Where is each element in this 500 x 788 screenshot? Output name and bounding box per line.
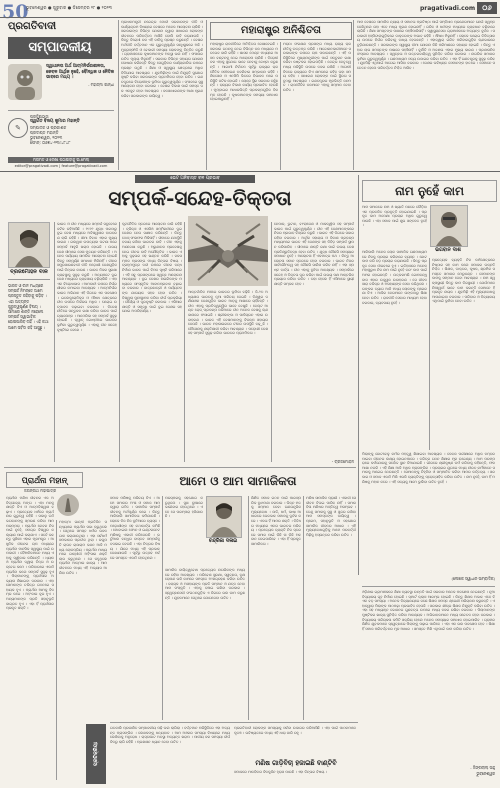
- letters-place: ଭୁବନେଶ୍ୱର: [476, 771, 495, 776]
- society-column-5: ମଣିଷ ସାମାଜିକ ପ୍ରାଣୀ । ଏକାକୀ ସେ ଜୀବନ ବିତାଇ ପାରିବ ନାହିଁ । ସମାଜ ବିନା ମଣିଷର ଅସ୍ତିତ୍ୱ ଅସମ୍ଭବ । ତେଣୁ ସମାଜକୁ ସୁସ୍ଥ ଓ ସୁନ୍ଦର ରଖିବା ଆମ ସମସ୍ତଙ୍କ ଦାୟିତ୍ୱ । ପ୍ରେମ, ସହାନୁଭୂତି ଓ ସହଯୋଗ ସାମାଜିକ ଜୀବନର ଆଧାର । ଏହି ମୂଲ୍ୟବୋଧଗୁଡ଼ିକୁ ଆମେ ପରବର୍ତ୍ତୀ ପିଢ଼ିକୁ ହସ୍ତାନ୍ତର କରିବା ଉଚିତ ।: [306, 496, 356, 537]
- society-column-2: ପରସ୍ପରକୁ ସହଯୋଗ କରୁଥିଲେ । ସୁଖ ଦୁଃଖରେ ଭାଗୀଦାର ହେଉଥିଲେ । ଏବେ ସେ ପରମ୍ପରା ହଜିଯାଉଛି ।: [165, 496, 203, 519]
- main-article-column-3: ଆନ୍ତର୍ଜାତିକ ମଞ୍ଚରେ ଭାରତର ଭୂମିକା ବଢ଼ିଛି । ଜି-୨୦ ଅଧ୍ୟକ୍ଷତା ଭାରତକୁ ନୂଆ ପରିଚୟ ଦେଇଛି । ବିଶ୍ୱର ଦକ୍ଷିଣାଞ୍ଚଳ ଦେଶଗୁଡ଼ିକ ଭାରତ ଆଡ଼କୁ ଆଶାରେ ଚାହିଁଛନ୍ତି । ଚୀନ ଏହାକୁ ପ୍ରତିଦ୍ୱନ୍ଦ୍ୱିତା ଭାବେ ଦେଖୁଛି । ବେଲ୍ଟ ଆଣ୍ଡ ରୋଡ୍ ପ୍ରକଳ୍ପ ଜରିଆରେ ଚୀନ ଅନେକ ଦେଶକୁ ଋଣଜାଲରେ ଫସାଇଛି । ଶ୍ରୀଲଙ୍କା ଓ ପାକିସ୍ତାନ ଏହାର ଉଦାହରଣ । ଭାରତ ଏହି ଦେଶମାନଙ୍କୁ ବିକଳ୍ପ ସହାୟତା ଦେଉଛି । ଭାରତ ମହାସାଗରରେ ଚୀନର ଉପସ୍ଥିତି ବଢ଼ୁଛି । ନୌସେନାକୁ ଶକ୍ତିଶାଳୀ କରିବା ଆବଶ୍ୟକ । ପଡ଼ୋଶୀ ଦେଶ ସହ ସମ୍ପର୍କ ସୁଦୃଢ଼ କରିବା ଭାରତର ପ୍ରାଥମିକତା ।: [188, 290, 268, 336]
- quote-text: ସ୍ୱାଧୀନତା ଅର୍ଥ ଆତ୍ମନିର୍ଭରଶୀଳତା, କେବଳ ଆର୍ଥିକ ନୁହେଁ, ବୌଦ୍ଧିକ ଓ ନୈତିକ ଭାବରେ ମଧ୍ୟ ।: [46, 64, 114, 81]
- founder-quote: [46, 64, 114, 108]
- reaction-label-text: ପ୍ରତିକ୍ରିୟା: [93, 742, 99, 766]
- reaction-column-1: ଗତକାଲି ପ୍ରକାଶିତ ସମ୍ପାଦକୀୟ ପଢ଼ି ଭଲ ଲାଗିଲା । ବର୍ତ୍ତମାନ ପରିସ୍ଥିତିରେ ଏହା ଅତ୍ୟନ୍ତ ପ୍ରାସଙ୍ଗିକ । ଲେଖକଙ୍କୁ ଧନ୍ୟବାଦ । ଆମ ଅଞ୍ଚଳର ସମସ୍ୟା ବିଷୟରେ ମଧ୍ୟ ଲେଖିବାକୁ ଅନୁରୋଧ । ରାସ୍ତାଘାଟ ଅବସ୍ଥା ଅତ୍ୟନ୍ତ ଖରାପ । ପାନୀୟ ଜଳ ସମସ୍ୟା ଦୀର୍ଘଦିନରୁ ଲାଗି ରହିଛି । ପ୍ରଶାସନ ଧ୍ୟାନ ଦେବା ଉଚିତ ।: [110, 726, 230, 744]
- reaction-headline: ମଣିଷ ଗାଡ଼ିବିଚା ହଜାଇଛି ବାଣ୍ଟିବି: [255, 759, 337, 767]
- side-article-title: ନାମ ନୁହେଁ କାମ: [395, 184, 464, 198]
- main-article-column-2: କୂଟନୈତିକ ସ୍ତରରେ ଆଲୋଚନା ଜାରି ରହିଛି । ବ୍ରିକ୍ସ ଓ ଏସସିଓ ସମ୍ମିଳନୀରେ ଦୁଇ ଦେଶର ନେତା ସାକ୍ଷାତ କରିଛନ୍ତି । କିନ୍ତୁ ଠୋସ୍ ଫଳାଫଳ ମିଳିନାହିଁ । ସୀମାରେ ଯଥାସ୍ଥିତି ବଜାୟ ରଖିବା ଭାରତର ଦାବି । ଚୀନ ଏହାକୁ ଅଣଦେଖା କରୁଛି । ଅରୁଣାଚଳ ପ୍ରଦେଶକୁ ନେଇ ଚୀନର ଦାବି ଅଯୌକ୍ତିକ । ଭାରତ ଏହାକୁ ଦୃଢ଼ତାର ସହ ଖଣ୍ଡନ କରିଛି । ଜଳସମ୍ପଦ ପ୍ରସଙ୍ଗ ମଧ୍ୟ ଚିନ୍ତାର ବିଷୟ । ବ୍ରହ୍ମପୁତ୍ର ନଦୀ ଉପରେ ଚୀନର ବନ୍ଧ ନିର୍ମାଣ ଭାରତ ପାଇଁ ବିପଦ ସୃଷ୍ଟି କରିପାରେ । ଏହି ସବୁ ପ୍ରସଙ୍ଗରେ ସ୍ୱଚ୍ଛ ଆଲୋଚନା ଆବଶ୍ୟକ । ଦୁଇ ଦେଶର ନାଗରିକଙ୍କ ମଧ୍ୟରେ ସାଂସ୍କୃତିକ ଆଦାନପ୍ରଦାନ ବଢ଼ାଇବା ଦରକାର । ଛାତ୍ରଛାତ୍ରୀ ଓ ପର୍ଯ୍ୟଟକଙ୍କ ଯାତାୟାତ ସହଜ ହେବା ଉଚିତ । ବିଶ୍ୱାସ ପୁନଃସ୍ଥାପନ କରିବା ଦୀର୍ଘ ପ୍ରକ୍ରିୟା । ଧୈର୍ଯ୍ୟ ଓ ଦୂରଦୃଷ୍ଟି ଦରକାର । ଏସିଆର ଶାନ୍ତି ଓ ସମୃଦ୍ଧି ପାଇଁ ଦୁଇ ଦେଶର ସହଯୋଗ ଅପରିହାର୍ଯ୍ୟ ।: [122, 222, 182, 314]
- prarthana-title-box: [6, 472, 83, 488]
- founder-label: ପ୍ରତିଷ୍ଠାତା: [30, 114, 49, 119]
- reaction-column-3: ସମାଜରେ ମାନବିକତା ଦିନକୁଦିନ ହ୍ରାସ ପାଉଛି । ଏହା ଚିନ୍ତାର ବିଷୟ ।: [234, 770, 328, 774]
- email-line[interactable]: editor@pragativadi.com | feature@pragativadi.com: [14, 164, 108, 168]
- side-article-intro: ଆମ ସମାଜରେ ନାମ ଓ ଖ୍ୟାତି ପଛରେ ଦୌଡ଼ିବା ଏକ ପ୍ରଚଳିତ ପ୍ରବୃତ୍ତି ହୋଇଯାଇଛି । ପ୍ରକୃତ କାମ ଅପେକ୍ଷା ପ୍ରଚାର ଅଧିକ ଗୁରୁତ୍ୱ ପାଉଛି । ଏହା ସମାଜ ପାଇଁ ଶୁଭ ସଙ୍କେତ ନୁହେଁ ।: [362, 205, 427, 228]
- website[interactable]: pragativadi.com: [420, 5, 476, 12]
- society-title: ଆମେ ଓ ଆମ ସାମାଜିକତା: [179, 474, 297, 488]
- editor-line-4: ଫୋନ୍: ୦୬୭୪-୨୩୯୪୮୪୮: [30, 140, 71, 145]
- society-column-4: ଶିକ୍ଷିତ ସମାଜ ଗଠନ ପାଇଁ ପାରସ୍ପରିକ ବୁଝାମଣା ଦରକାର । ଭିନ୍ନ ମତକୁ ସମ୍ମାନ ଦେବା ଗଣତାନ୍ତ୍ରିକ ମୂଲ୍ୟବୋଧ । ଜାତି, ଧର୍ମ, ଭାଷା ଆଧାରରେ ଭେଦଭାବ ସମାଜକୁ ଦୁର୍ବଳ କରେ । ଏକତା ହିଁ ଆମର ଶକ୍ତି । ବିବିଧତା ମଧ୍ୟରେ ଏକତା ଭାରତର ପରିଚୟ । ପ୍ରତ୍ୟେକ ବ୍ୟକ୍ତି ନିଜ ସ୍ତରରେ ସମାଜ ପାଇଁ କିଛି ନା କିଛି ଅବଦାନ ଦେଇପାରିବେ । ଏହା ହିଁ ପ୍ରକୃତ ସାମାଜିକତା ।: [251, 496, 301, 546]
- side-article-end-mark: (ଲେଖକ ସ୍ୱାଧୀନ ସାମ୍ବାଦିକ): [451, 576, 495, 581]
- editorial-column-1: ପ୍ରଧାନମନ୍ତ୍ରୀ ନରେନ୍ଦ୍ର ମୋଦୀ ସରକାରଙ୍କ ନୀତି ଓ କାର୍ଯ୍ୟକ୍ରମ ବିଷୟରେ ଦେଶରେ ଅନେକ ଆଲୋଚନା ଚାଲିଛି । ସରକାରଙ୍କ ବିଭିନ୍ନ ଯୋଜନା ଦ୍ୱାରା ସାଧାରଣ ଲୋକଙ୍କ ଜୀବନରେ ପରିବର୍ତ୍ତନ ଆସିଛି ବୋଲି ଦାବି କରାଯାଉଛି । କିନ୍ତୁ ବିରୋଧୀ ଦଳ ଏହି ଦାବିକୁ ପ୍ରଶ୍ନ କରୁଛନ୍ତି । ଦେଶର ଅର୍ଥନୀତି ବର୍ତ୍ତମାନ ଏକ ଗୁରୁତ୍ୱପୂର୍ଣ୍ଣ ସନ୍ଧିସ୍ଥଳରେ ଅଛି । ମୁଦ୍ରାସ୍ଫୀତି ଓ ବେକାରୀ ସମସ୍ୟା ଲୋକଙ୍କୁ ଚିନ୍ତିତ କରୁଛି । ଗ୍ରାମାଞ୍ଚଳରେ କୃଷକମାନଙ୍କ ଅବସ୍ଥା ଭଲ ନାହିଁ । ଫସଲର ଉଚିତ ମୂଲ୍ୟ ମିଳୁନାହିଁ । ସରକାର ବିଭିନ୍ନ ସହାୟତା ଯୋଜନା ଘୋଷଣା କରିଛନ୍ତି କିନ୍ତୁ ସେଗୁଡ଼ିକର କାର୍ଯ୍ୟକାରିତା ଉପରେ ପ୍ରଶ୍ନ ଉଠୁଛି । ଶିକ୍ଷା ଓ ସ୍ୱାସ୍ଥ୍ୟ କ୍ଷେତ୍ରରେ ଅଧିକ ବିନିଯୋଗ ଆବଶ୍ୟକ । ଯୁବପିଢ଼ିଙ୍କ ପାଇଁ ନିଯୁକ୍ତି ସୁଯୋଗ ସୃଷ୍ଟି କରିବା ସରକାରଙ୍କ ପ୍ରାଥମିକତା ହେବା ଉଚିତ । ଗଣତନ୍ତ୍ରରେ ବିରୋଧୀଙ୍କ ଭୂମିକା ଗୁରୁତ୍ୱପୂର୍ଣ୍ଣ । ସଂସଦରେ ସୁସ୍ଥ ଆଲୋଚନା ହେବା ଦରକାର । ଦେଶର ବିକାଶ ପାଇଁ ସମସ୍ତ ଦଳ ଏକଜୁଟ ହେବା ଆବଶ୍ୟକ । ଜନସାଧାରଣଙ୍କ ଆଶା ପୂରଣ କରିବା ସରକାରଙ୍କ ଦାୟିତ୍ୱ ।: [121, 20, 203, 98]
- founder-name: ସ୍ୱର୍ଗତ ବିଜୟ କୁମାର ମହାନ୍ତି: [30, 119, 80, 124]
- side-article-column-1: ଆଜିକାଲି ଅନେକ ଲୋକ ସାମାଜିକ ଗଣମାଧ୍ୟମରେ ନିଜକୁ ପ୍ରଚାର କରିବାରେ ବ୍ୟସ୍ତ । ଛୋଟ କାମ କରି ବଡ଼ ପ୍ରଚାର କରାଯାଉଛି । କିନ୍ତୁ ପ୍ରକୃତ ସେବା ନୀରବରେ ହୁଏ । ଇତିହାସରେ ଅନେକ ମହାପୁରୁଷ ନିଜ ନାମ ପାଇଁ ନୁହେଁ ବରଂ କାମ ପାଇଁ ଅମର ହୋଇଛନ୍ତି । ଉତ୍କଳମଣି ଗୋପବନ୍ଧୁ ଦାସ ଏହାର ଉଜ୍ଜ୍ୱଳ ଉଦାହରଣ । ସେ ଜୀବନସାରା ଦରିଦ୍ର ଓ ଅସହାୟଙ୍କ ସେବା କରିଥିଲେ । ତାଙ୍କର ତ୍ୟାଗ ଆଜି ମଧ୍ୟ ଲୋକଙ୍କୁ ପ୍ରେରଣା ଦିଏ । ଆଜିର ନେତାମାନେ ତାଙ୍କଠାରୁ ଶିକ୍ଷା ନେବା ଉଚିତ । ରାଜନୀତି ସେବାର ମାଧ୍ୟମ ହେବା ଦରକାର, ବ୍ୟବସାୟ ନୁହେଁ ।: [362, 250, 427, 305]
- paper-logo-icon: ✎: [8, 118, 28, 138]
- editor-line-1: ସମ୍ପାଦକ ଓ ପ୍ରକାଶକ: [30, 125, 67, 130]
- edit1-header: [210, 22, 352, 40]
- author-photo: [8, 222, 50, 268]
- editorial-right-column: ଆମ ଦେଶରେ ସାମାଜିକ ନ୍ୟାୟ ଓ ସମାନତା ପ୍ରତିଷ୍ଠା ପାଇଁ ସମ୍ବିଧାନ ପ୍ରଣେତାମାନେ ଯେଉଁ ସ୍ୱପ୍ନ ଦେଖିଥିଲେ ତାହା ଏବେ ମଧ୍ୟ ପୂରଣ ହୋଇନାହିଁ । ଗରିବ ଓ ଧନୀଙ୍କ ମଧ୍ୟରେ ବ୍ୟବଧାନ ବଢ଼ିବାରେ ଲାଗିଛି । ଶିକ୍ଷା ସମସ୍ତଙ୍କ ପାଖରେ ପହଞ୍ଚିପାରିନାହିଁ । ସ୍ୱାସ୍ଥ୍ୟସେବା ଗ୍ରାମାଞ୍ଚଳରେ ଅତ୍ୟନ୍ତ ଦୁର୍ବଳ । ସରକାରୀ ହସ୍ପିଟାଲଗୁଡ଼ିକରେ ଡାକ୍ତରଙ୍କ ଅଭାବ ରହିଛି । ଔଷଧ ମିଳୁନାହିଁ । ଲୋକେ ଘରୋଇ ଚିକିତ୍ସାଳୟ ଉପରେ ନିର୍ଭର କରିବାକୁ ବାଧ୍ୟ ହେଉଛନ୍ତି । ଏହାଦ୍ୱାରା ଗରିବ ପରିବାରଗୁଡ଼ିକ ଋଣଭାରରେ ବୁଡ଼ିଯାଉଛନ୍ତି । ସରକାରଙ୍କ ସ୍ୱାସ୍ଥ୍ୟ ବୀମା ଯୋଜନା କିଛି ପରିମାଣରେ ସହାୟକ ହୋଇଛି । କିନ୍ତୁ ଏହାର ଲାଭ ସମସ୍ତଙ୍କ ପାଖରେ ପହଞ୍ଚିନାହିଁ । ଦୁର୍ନୀତି ଓ ଅଦକ୍ଷତା ଏହାର ମୁଖ୍ୟ କାରଣ । ପ୍ରଶାସନିକ ସଂସ୍କାର ଆବଶ୍ୟକ । ସ୍ୱଚ୍ଛତା ଓ ଉତ୍ତରଦାୟିତ୍ୱ ସୁନିଶ୍ଚିତ କରିବା ଦରକାର । ନାଗରିକ ସମାଜର ଭୂମିକା ଗୁରୁତ୍ୱପୂର୍ଣ୍ଣ । ଗଣମାଧ୍ୟମ ସତ୍ୟ ଉଜାଗର କରିବା ଉଚିତ । ଏହା ହିଁ ଗଣତନ୍ତ୍ରକୁ ସୁଦୃଢ଼ କରିବ । ଯୁବପିଢ଼ି ଏଥିପାଇଁ ଆଗେଇ ଆସିବା ଦରକାର । ଦେଶର ଭବିଷ୍ୟତ ସେମାନଙ୍କ ହାତରେ । ସେମାନେ ସଚେତନ ହେଲେ ପରିବର୍ତ୍ତନ ନିଶ୍ଚିତ ଆସିବ ।: [357, 20, 495, 70]
- society-author-photo: [206, 496, 242, 538]
- side-author-photo: [430, 205, 468, 247]
- main-article-kicker: ଭେଟ ଅନିବାସ୍ତ ବଳ ପ୍ରଭାବ: [135, 175, 255, 183]
- sidebar-quote: ଭାରତ ଓ ଚୀନ ମଧ୍ୟରେ ସମ୍ପର୍କ ନିମନ୍ତେ ଆମେ ପ୍ରସ୍ତୁତ ରହିବାକୁ ପଡ଼ିବ । ଏହା ଅତ୍ୟନ୍ତ ଗୁରୁତ୍ୱପୂର୍ଣ୍ଣ ବିଷୟ । ସୀମାରେ ଶାନ୍ତି ନହେଲେ ସମ୍ପର୍କ ସ୍ୱାଭାବିକ ହୋଇପାରିବ ନାହିଁ । ଏହି କଥା ଆମେ ସର୍ବଦା କହି ଆସୁଛୁ ।: [8, 283, 49, 330]
- anniversary-logo: [2, 1, 32, 21]
- editor-line-2: ପ୍ରଦୀପ୍ତ ମହାନ୍ତି: [30, 130, 59, 135]
- main-article-column-1: ଭାରତ ଓ ଚୀନ ମଧ୍ୟରେ ସମ୍ପର୍କ ସବୁବେଳେ ଜଟିଳ ରହିଆସିଛି । ୧୯୬୨ ଯୁଦ୍ଧ ପରଠାରୁ ଦୁଇ ଦେଶ ମଧ୍ୟରେ ଅବିଶ୍ୱାସର ବାତାବରଣ ଲାଗି ରହିଛି । ସୀମା ବିବାଦ ଏହାର ମୁଖ୍ୟ କାରଣ । ଗଲୱାନ ଉପତ୍ୟକା ଘଟଣା ପରେ ସମ୍ପର୍କ ଆହୁରି ଖରାପ ହୋଇଛି । ଉଭୟ ଦେଶ ସୀମାରେ ସେନା ମୁତୟନ କରିଛନ୍ତି । ଅନେକ ପର୍ଯ୍ୟାୟ ସାମରିକ ଆଲୋଚନା ହୋଇଛି କିନ୍ତୁ ସମ୍ପୂର୍ଣ୍ଣ ସମାଧାନ ମିଳିନାହିଁ । ଚୀନର ସମ୍ପ୍ରସାରଣବାଦୀ ନୀତି ପଡ଼ୋଶୀ ଦେଶଗୁଡ଼ିକ ପାଇଁ ଚିନ୍ତାର କାରଣ । ଭାରତ ନିଜର ସୁରକ୍ଷା ବ୍ୟବସ୍ଥାକୁ ସୁଦୃଢ଼ କରୁଛି । ଅନ୍ୟପଟେ ଦୁଇ ଦେଶ ମଧ୍ୟରେ ବ୍ୟବସାୟ ବଢ଼ିଚାଲିଛି । ଏହା ଏକ ବିରୋଧାଭାସ । ଆମଦାନୀ ଉପରେ ନିର୍ଭରଶୀଳତା କମାଇବା ଆବଶ୍ୟକ । ଆତ୍ମନିର୍ଭର ଭାରତ ଅଭିଯାନ ଏହି ଦିଗରେ ଏକ ପଦକ୍ଷେପ । ଇଲେକ୍ଟ୍ରୋନିକ୍ସ ଓ ଔଷଧ କ୍ଷେତ୍ରରେ ଚୀନ ଉପରେ ନିର୍ଭରତା ଅଧିକ । ଘରୋଇ ଉତ୍ପାଦନ ବଢ଼ାଇବା ଦରକାର । ବିଦେଶ ନୀତିରେ ସନ୍ତୁଳନ ରକ୍ଷା କରିବା ଭାରତ ପାଇଁ ଚ୍ୟାଲେଞ୍ଜ । ଆମେରିକା ସହ ସମ୍ପର୍କ ସୁଦୃଢ଼ ହୋଇଛି । କ୍ୱାଡ୍ ଗୋଷ୍ଠୀରେ ଭାରତର ଭୂମିକା ଗୁରୁତ୍ୱପୂର୍ଣ୍ଣ । ଏହାକୁ ଚୀନ ସନ୍ଦେହ ଦୃଷ୍ଟିରେ ଦେଖେ ।: [57, 222, 117, 332]
- prarthana-title: ପ୍ରାର୍ଥନା ମହାନ୍: [21, 475, 68, 485]
- reaction-label: [86, 724, 106, 784]
- letters-end-mark: - ଜିଙ୍ଗଲାଲ୍ ସାହୁ: [470, 765, 495, 770]
- main-article-end-mark: - ବ୍ରଜମୋହନ: [331, 459, 354, 464]
- prayer-hands-icon: [56, 493, 80, 517]
- contact-line: ମତାମତ ଓ ଲେଖା ପଠାଇବାକୁ ଇ-ମେଲ୍: [8, 157, 114, 163]
- main-article-title: ସମ୍ପର୍କ-ସନ୍ଦେହ-ତିକ୍ତତା: [108, 186, 292, 210]
- dateline: ଭୁବନେଶ୍ୱର ● ଗୁରୁବାର ● ଡିସେମ୍ବର ୨୮ ● ୨୦୨୩: [26, 5, 113, 10]
- society-column-3: ସାମାଜିକ ଦାୟିତ୍ୱବୋଧ ପ୍ରତ୍ୟେକ ନାଗରିକଙ୍କ ମଧ୍ୟରେ ରହିବା ଆବଶ୍ୟକ । ପରିବେଶ ସୁରକ୍ଷା, ସ୍ୱଚ୍ଛତା, ବୃକ୍ଷରୋପଣ ଭଳି କାମରେ ସମସ୍ତେ ଅଂଶଗ୍ରହଣ କରିବା ଉଚିତ । ବୟସ୍କ ଓ ଅସହାୟଙ୍କ ପ୍ରତି ସମ୍ମାନ ଓ ଯତ୍ନ ନେବା ଆମ ସଂସ୍କୃତି । ଏହାକୁ ବଞ୍ଚାଇ ରଖିବା ଦରକାର । ସ୍ୱେଚ୍ଛାସେବୀ ସଂଗଠନଗୁଡ଼ିକ ଏ ଦିଗରେ ଭଲ କାମ କରୁଛନ୍ତି । ଯୁବକମାନେ ସେଥିରେ ଯୋଗଦେବା ଉଚିତ ।: [165, 568, 245, 600]
- editor-line-3: ଭୁବନେଶ୍ୱର, ୨୦୨୩: [30, 135, 63, 140]
- edit1-column-1: ମହାରାଷ୍ଟ୍ର ରାଜନୀତିରେ ଅନିଶ୍ଚିତତା ଦେଖାଦେଇଛି । ସରକାର ଗଠନକୁ ନେଇ ବିଭିନ୍ନ ଦଳ ମଧ୍ୟରେ ମତଭେଦ ଜାରି ରହିଛି । ଶାସକ ମେଣ୍ଟ ମଧ୍ୟରେ ଆସନ ବଣ୍ଟନକୁ ନେଇ ଆଲୋଚନା ଚାଲିଛି । ବିରୋଧୀ ଦଳ ଏହାକୁ ସୁଯୋଗ ଭାବେ ନେବାକୁ ଚେଷ୍ଟା କରୁଛନ୍ତି । ଆଗାମୀ ନିର୍ବାଚନ ପୂର୍ବରୁ ରାଜ୍ୟର ରାଜନୈତିକ ସମୀକରଣ ବଦଳିବାର ସମ୍ଭାବନା ରହିଛି । ଶିବସେନା ଓ ଏନସିପି ଭିତରେ ବିଭାଜନ ପରେ ପରିସ୍ଥିତି ଜଟିଳ ହୋଇଛି । ଲୋକେ ସ୍ଥିର ସରକାର ଚାହୁଁଛନ୍ତି । ରାଜ୍ୟର ବିକାଶ କାର୍ଯ୍ୟ ପ୍ରଭାବିତ ହେଉଛି । ମୁମ୍ବାଇର ଆଧାରଭିତ୍ତି ପ୍ରକଳ୍ପଗୁଡ଼ିକ ବିଳମ୍ବ ହେଉଛି । କୃଷକମାନଙ୍କ ସମସ୍ୟା ସମାଧାନ ହୋଇପାରୁନାହିଁ ।: [210, 42, 278, 102]
- society-column-1: ସମାଜ ମଣିଷକୁ ପରିଚୟ ଦିଏ । ଆମେ ସମାଜର ଅଂଶ ଓ ସମାଜ ଆମ ଦ୍ୱାରା ଗଠିତ । ସାମାଜିକ ସମ୍ପର୍କ ଜୀବନକୁ ଅର୍ଥପୂର୍ଣ୍ଣ କରେ । କିନ୍ତୁ ଆଜିକାଲି ସାମାଜିକତା କମିଯାଉଛି । ଲୋକେ ନିଜ ନିଜ ଦୁନିଆରେ ବ୍ୟସ୍ତ । ପଡ଼ୋଶୀଙ୍କ ସହ କଥାବାର୍ତ୍ତା କମିଛି । ମୋବାଇଲ ଫୋନ ଓ ଇଣ୍ଟରନେଟ ମଣିଷକୁ ଏକାକୀ କରିଦେଉଛି । ଭର୍ଚୁଆଲ ବନ୍ଧୁତା ବାସ୍ତବ ସମ୍ପର୍କକୁ ବଦଳାଇ ଦେଉଛି । ଏହା ଚିନ୍ତାର ବିଷୟ । ଗାଁରେ ମଧ୍ୟ ଏହି ପ୍ରଭାବ ଦେଖାଯାଉଛି । ପୂର୍ବରୁ ଉତ୍ସବ ପର୍ବରେ ସମସ୍ତେ ଏକାଠି ହେଉଥିଲେ ।: [110, 496, 160, 560]
- letters-column: ଓଡ଼ିଶାର ଗ୍ରାମାଞ୍ଚଳରେ ଶିକ୍ଷା ବ୍ୟବସ୍ଥା ଉନ୍ନତି ପାଇଁ ସରକାର ଅନେକ ପଦକ୍ଷେପ ନେଇଛନ୍ତି । ନୂଆ ବିଦ୍ୟାଳୟ ଗୃହ ନିର୍ମାଣ ହୋଇଛି । ସ୍ମାର୍ଟ କ୍ଲାସ ଆରମ୍ଭ ହୋଇଛି । କିନ୍ତୁ ଶିକ୍ଷକ ଅଭାବ ଏବେ ବି ଏକ ବଡ଼ ସମସ୍ୟା । ଅନେକ ବିଦ୍ୟାଳୟରେ ଜଣେ ଶିକ୍ଷକ ସମସ୍ତ ଶ୍ରେଣୀ ପରିଚାଳନା କରୁଛନ୍ତି । ଏହାଦ୍ୱାରା ପିଲାଙ୍କ ପାଠପଢ଼ା ପ୍ରଭାବିତ ହେଉଛି । ସରକାର ଶୀଘ୍ର ଶିକ୍ଷକ ନିଯୁକ୍ତି କରିବା ଉଚିତ । ଏହା ସହ ମଧ୍ୟାହ୍ନ ଭୋଜନର ଗୁଣବତ୍ତା ଉପରେ ମଧ୍ୟ ନଜର ରଖିବା ଦରକାର । ପିଲାମାନଙ୍କ ପୁଷ୍ଟିକର ଖାଦ୍ୟ ସୁନିଶ୍ଚିତ କରିବା ଆବଶ୍ୟକ । ଅଭିଭାବକମାନେ ମଧ୍ୟ ସଚେତନ ହେବା ଦରକାର । ବିଦ୍ୟାଳୟ ପରିଚାଳନା କମିଟି ସକ୍ରିୟ ହେଲେ ଅନେକ ସମସ୍ୟାର ସମାଧାନ ହୋଇପାରିବ । ଗ୍ରାମର ଶିକ୍ଷିତ ଯୁବକମାନେ ସ୍ୱେଚ୍ଛାରେ ପିଲାଙ୍କୁ ପଢ଼ାଇ ପାରିବେ । ଏହା ଏକ ଭଲ ପଦକ୍ଷେପ ହେବ । ଶିକ୍ଷା ହିଁ ସମାଜ ପରିବର୍ତ୍ତନର ମୂଳ ଆଧାର । ସମସ୍ତେ ମିଶି ଏଥିପାଇଁ କାମ କରିବା ଉଚିତ ।: [362, 590, 495, 631]
- prarthana-column-1: ପ୍ରାର୍ଥନା ମଣିଷ ଜୀବନର ଏକ ଅବିଚ୍ଛେଦ୍ୟ ଅଙ୍ଗ । ଏହା ମନକୁ ଶାନ୍ତି ଦିଏ ଓ ଆତ୍ମବିଶ୍ୱାସ ବଢ଼ାଏ । ପ୍ରତ୍ୟେକ ଧର୍ମରେ ପ୍ରାର୍ଥନାର ଗୁରୁତ୍ୱ ରହିଛି । ସକାଳୁ ଉଠି ଭଗବାନଙ୍କୁ ସ୍ମରଣ କରିବା ଆମ ପରମ୍ପରା । ପ୍ରାର୍ଥନା କେବଳ ନିଜ ପାଇଁ ନୁହେଁ, ସମଗ୍ର ବିଶ୍ୱର କଲ୍ୟାଣ ପାଇଁ କରାଯାଏ । ସର୍ବେ ଭବନ୍ତୁ ସୁଖିନଃ ଏହାର ମୂଳମନ୍ତ୍ର । ଆଧୁନିକ ଜୀବନର ଚାପ ମଧ୍ୟରେ ପ୍ରାର୍ଥନା ମାନସିକ ସ୍ୱାସ୍ଥ୍ୟ ପାଇଁ ଉପକାରୀ । ବୈଜ୍ଞାନିକମାନେ ମଧ୍ୟ ଏହାକୁ ସ୍ୱୀକାର କରିଛନ୍ତି । ଧ୍ୟାନ ଓ ପ୍ରାର୍ଥନା ଦ୍ୱାରା ଚିନ୍ତା ଓ ଉଦ୍ବେଗ କମେ । ପରିବାରରେ ଏକାଠି ପ୍ରାର୍ଥନା କଲେ ସମ୍ପର୍କ ସୁଦୃଢ଼ ହୁଏ । ପିଲାମାନଙ୍କୁ ପ୍ରାର୍ଥନାର ଅଭ୍ୟାସ ଶିଖାଇବା ଦରକାର । ଏହା ସେମାନଙ୍କ ଚରିତ୍ର ଗଠନରେ ସହାୟକ ହୁଏ । ପ୍ରାର୍ଥନା ଆମକୁ ବିନମ୍ର କରେ । ଅହଂକାର ଦୂର ହୁଏ । ଅନ୍ୟମାନଙ୍କ ପ୍ରତି ସହାନୁଭୂତି ଜାଗ୍ରତ ହୁଏ । ଏହା ହିଁ ପ୍ରାର୍ଥନାର ପ୍ରକୃତ ଶକ୍ତି ।: [6, 496, 54, 611]
- side-article-title-box: [362, 180, 497, 202]
- editor-box: [8, 114, 114, 154]
- section-title: ସମ୍ପାଦକୀୟ: [8, 37, 112, 59]
- handshake-illustration: [188, 216, 268, 286]
- anniversary-number: 50: [2, 1, 29, 23]
- edit1-column-2: ମରାଠା ସଂରକ୍ଷଣ ପ୍ରସଙ୍ଗ ମଧ୍ୟ ରାଜ୍ୟ ରାଜନୀତିକୁ ଉତ୍ତପ୍ତ କରିଛି । ଆନ୍ଦୋଳନକାରୀମାନେ ସରକାରଙ୍କ ଉପରେ ଚାପ ପକାଉଛନ୍ତି । ଏହି ପରିସ୍ଥିତିରେ ମୁଖ୍ୟମନ୍ତ୍ରୀଙ୍କ ପାଇଁ ସନ୍ତୁଳନ ରକ୍ଷା କରିବା କଷ୍ଟକର ହୋଇପଡ଼ିଛି । କେନ୍ଦ୍ର ନେତୃତ୍ୱ ମଧ୍ୟ ପରିସ୍ଥିତି ଉପରେ ନଜର ରଖିଛି । ଆଗାମୀ ଦିନରେ ରାଜ୍ୟରେ କିଏ କ୍ଷମତାରେ ରହିବ ତାହା ସମୟ କହିବ । ସାଧାରଣ ଲୋକଙ୍କ ପାଇଁ ସ୍ଥିରତା ସବୁଠାରୁ ଆବଶ୍ୟକ । ଗଣତନ୍ତ୍ରର ମୂଳଭିତ୍ତି ଜନମତ । ରାଜନୈତିକ ଦଳମାନେ ଏହାକୁ ସମ୍ମାନ ଦେବା ଉଚିତ ।: [283, 42, 351, 92]
- society-author: ଚନ୍ଦ୍ରିକା ଦଳାଇ: [208, 538, 238, 544]
- page-number: ୦୬: [477, 2, 497, 14]
- prarthana-author: ଜଗନ୍ନାଥ ମହାପାତ୍ର: [24, 488, 57, 493]
- prarthana-column-2: ମହାତ୍ମା ଗାନ୍ଧୀ ପ୍ରତିଦିନ ସନ୍ଧ୍ୟାରେ ପ୍ରାର୍ଥନା ସଭା କରୁଥିଲେ । ସେଥିରେ ସମସ୍ତ ଧର୍ମର ଭଜନ ଗାନ କରାଯାଉଥିଲା । ଏହା ସର୍ବଧର୍ମ ସମଭାବର ପ୍ରତୀକ ଥିଲା । ରଘୁପତି ରାଘବ ରାଜାରାମ ଭଜନ ଆଜି ମଧ୍ୟ ଲୋକପ୍ରିୟ । ପ୍ରାର୍ଥନା ମାଧ୍ୟମରେ ଗାନ୍ଧୀଜୀ ଅହିଂସାର ଶକ୍ତି ଲାଭ କରୁଥିଲେ । ସେ କହୁଥିଲେ ପ୍ରାର୍ଥନା ଆତ୍ମାର ଖାଦ୍ୟ । ଆମ ଜୀବନରେ ମଧ୍ୟ ଏହି ଅଭ୍ୟାସ ଆଣିବା ଉଚିତ ।: [59, 520, 107, 575]
- side-article-author: ଭଗବାନ ଦାଶ: [435, 247, 461, 253]
- reaction-column-2: ପ୍ରଗତିବାଦୀ ଲୋକଙ୍କ ସମସ୍ୟାକୁ ସର୍ବଦା ଉଜାଗର କରିଆସିଛି । ଏହା ପାଇଁ ପାଠକମାନେ କୃତଜ୍ଞ । ଭବିଷ୍ୟତରେ ମଧ୍ୟ ଏହି ଧାରା ଜାରି ରହୁ ।: [234, 726, 356, 735]
- side-article-column-2: ପ୍ରତ୍ୟେକ ବ୍ୟକ୍ତି ନିଜ କର୍ମକ୍ଷେତ୍ରରେ ନିଷ୍ଠାର ସହ କାମ କଲେ ସମାଜର ଉନ୍ନତି ନିଶ୍ଚିତ । ଶିକ୍ଷକ, ଡାକ୍ତର, କୃଷକ, ଶ୍ରମିକ ସମସ୍ତେ ସମାଜର ମେରୁଦଣ୍ଡ । ସେମାନଙ୍କ କାମକୁ ସମ୍ମାନ ଦେବା ଆବଶ୍ୟକ । ନାମ ସ୍ୱଳ୍ପସ୍ଥାୟୀ କିନ୍ତୁ କାମ ଚିରସ୍ଥାୟୀ । ଯେଉଁମାନେ ନିଃସ୍ୱାର୍ଥ ଭାବେ କାମ କରନ୍ତି ସେମାନେ ହିଁ ପ୍ରକୃତ ନାୟକ । ଯୁବପିଢ଼ି ଏହି ମୂଲ୍ୟବୋଧକୁ ଆପଣାଇବା ଦରକାର । ପରିବାର ଓ ବିଦ୍ୟାଳୟ ଏଥିପାଇଁ ଭୂମିକା ନେବା ଉଚିତ ।: [432, 258, 495, 304]
- gandhi-portrait-icon: [8, 64, 42, 100]
- paper-name: ପ୍ରଗତିବାଦୀ: [8, 21, 57, 32]
- main-article-author: ବ୍ରଜମୋହନ ବାଳ: [10, 269, 48, 275]
- edit1-title: ମହାରାଷ୍ଟ୍ର ଅନିଶ୍ଚିତତା: [241, 25, 321, 36]
- quote-attribution: - ମହାତ୍ମା ଗାନ୍ଧୀ: [88, 81, 114, 87]
- main-article-column-4: ନେପାଳ, ଭୁଟାନ, ବାଂଲାଦେଶ ଓ ମାଳଦ୍ୱୀପ ସହ ସମ୍ପର୍କ ଭାରତ ପାଇଁ ଗୁରୁତ୍ୱପୂର୍ଣ୍ଣ । ଚୀନ ଏହି ଦେଶମାନଙ୍କରେ ନିଜର ପ୍ରଭାବ ବିସ୍ତାର କରୁଛି । ଭାରତ ଏହି ଦିଗରେ ସଜାଗ ରହିବା ଦରକାର । ଆର୍ଥିକ ସହାୟତା ଓ ବିକାଶ ପ୍ରକଳ୍ପ ମାଧ୍ୟମରେ ଭାରତ ଏହି ଦେଶଙ୍କ ସହ ନିବିଡ଼ ସମ୍ପର୍କ ସ୍ଥାପନ କରିପାରିବ । ସୀମାରେ ଶାନ୍ତି ରକ୍ଷା ପାଇଁ ଉଭୟ ଦେଶ ପ୍ରତିଶ୍ରୁତିବଦ୍ଧ ହେବା ଉଚିତ । ଯୁଦ୍ଧ କୌଣସି ସମସ୍ୟାର ସମାଧାନ ନୁହେଁ । ଆଲୋଚନା ହିଁ ଏକମାତ୍ର ପଥ । କିନ୍ତୁ ଆଲୋଚନା ସମାନ ସ୍ତରରେ ହେବା ଦରକାର । ଭାରତ ନିଜର ସାର୍ବଭୌମତ୍ୱ ସହ କୌଣସି ସାଲିସ କରିବ ନାହିଁ । ଏହା ସ୍ପଷ୍ଟ ବାର୍ତ୍ତା । ଚୀନ ଏହାକୁ ବୁଝିବା ଆବଶ୍ୟକ । ସମ୍ପର୍କରେ ସନ୍ଦେହ ଓ ତିକ୍ତତା ଦୂର କରିବା ପାଇଁ ଉଭୟ ପକ୍ଷ ଆନ୍ତରିକ ପ୍ରୟାସ କରିବା ଉଚିତ । ତାହା ହେଲେ ହିଁ ଏସିଆରେ ସ୍ଥାୟୀ ଶାନ୍ତି ସମ୍ଭବ ହେବ ।: [274, 222, 354, 286]
- side-article-column-3: ପିଲାଙ୍କୁ ଛୋଟବେଳୁ କର୍ମର ମହତ୍ତ୍ୱ ଶିଖାଇବା ଆବଶ୍ୟକ । କେବଳ ପରୀକ୍ଷାରେ ଅଧିକ ନମ୍ବର ପାଇବା ଜୀବନର ଲକ୍ଷ୍ୟ ହୋଇନପାରେ । ଚରିତ୍ର ଗଠନ ଶିକ୍ଷାର ମୂଳ ଉଦ୍ଦେଶ୍ୟ । ଆମ ପରମ୍ପରାରେ କର୍ମଯୋଗକୁ ସର୍ବୋଚ୍ଚ ସ୍ଥାନ ଦିଆଯାଇଛି । ଗୀତାରେ ଶ୍ରୀକୃଷ୍ଣ କର୍ମ କରିବାକୁ କହିଛନ୍ତି, ଫଳ ଆଶା ନକରି । ଏହି ଶିକ୍ଷା ଆଜି ଅଧିକ ପ୍ରାସଙ୍ଗିକ । ପ୍ରଚାରର ଯୁଗରେ ମଧ୍ୟ ନୀରବ କର୍ମୀମାନେ ସମାଜକୁ ଆଗେଇ ନେଉଛନ୍ତି । ସେମାନଙ୍କୁ ଚିହ୍ନିବା ଓ ସମ୍ମାନିତ କରିବା ଆମର କର୍ତ୍ତବ୍ୟ । ସରକାର ଓ ସମାଜ ଏକାଠି ମିଶି ଏଭଳି ବ୍ୟକ୍ତିଙ୍କୁ ପ୍ରୋତ୍ସାହିତ କରିବା ଉଚିତ । ନାମ ନୁହେଁ, କାମ ହିଁ ମଣିଷକୁ ମହାନ କରେ । ଏହି ସତ୍ୟକୁ ଆମେ ଭୁଲିବା ଉଚିତ ନୁହେଁ ।: [362, 452, 495, 484]
